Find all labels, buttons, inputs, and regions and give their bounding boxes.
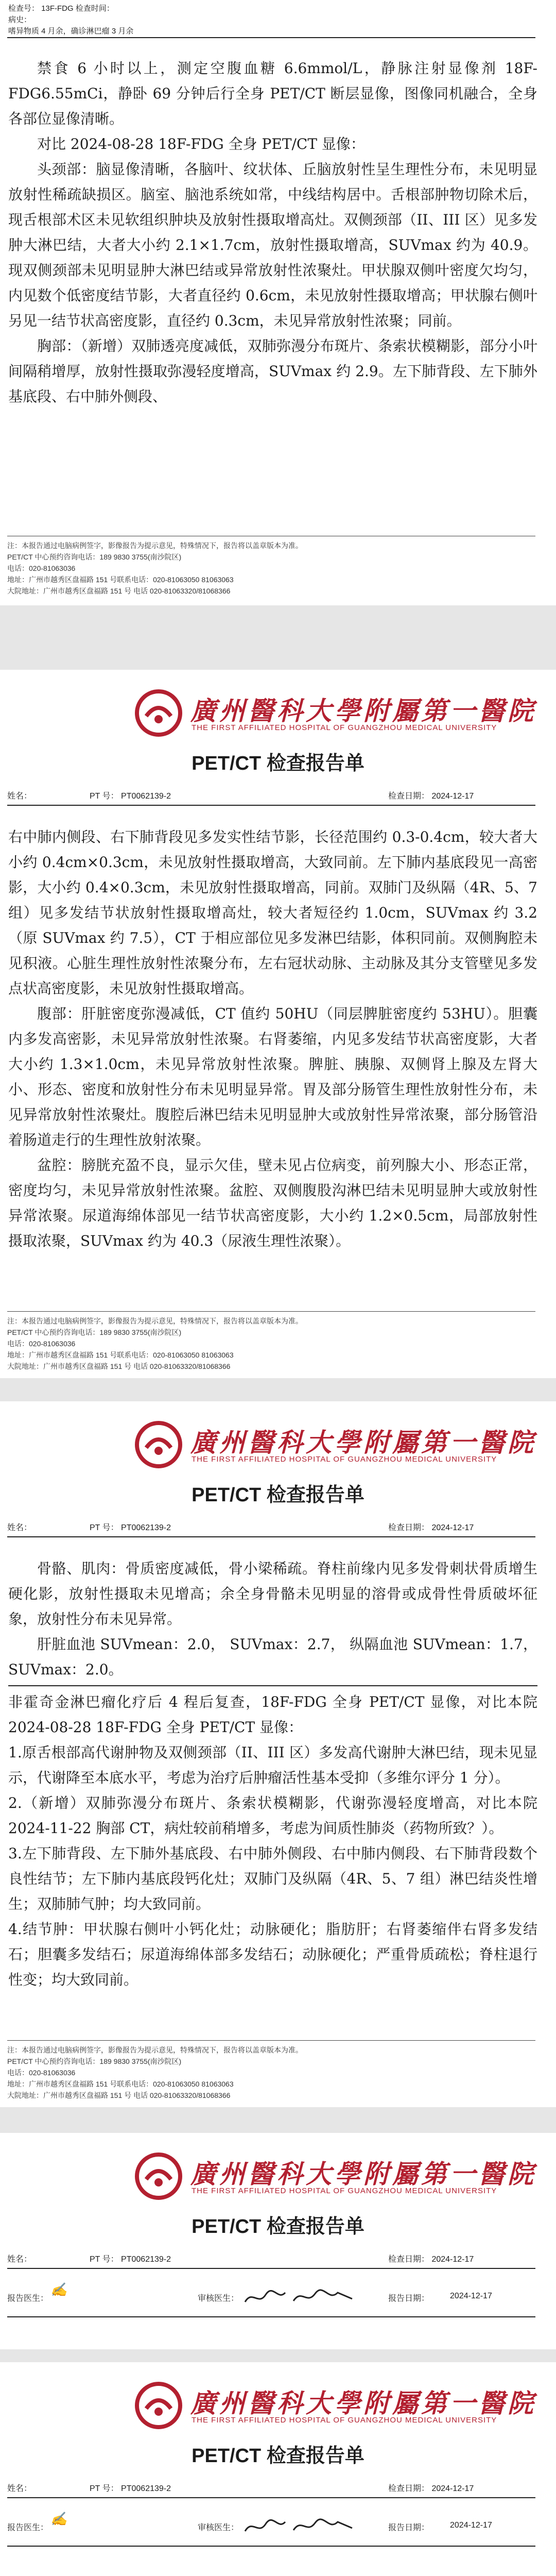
report-header — [0, 670, 556, 824]
hospital-name-en: THE FIRST AFFILIATED HOSPITAL OF GUANGZHOU MEDICAL UNIVERSITY — [192, 1455, 497, 1464]
reviewer-signature-icon — [242, 2515, 360, 2537]
paragraph: 对比 2024-08-28 18F-FDG 全身 PET/CT 显像： — [37, 135, 365, 152]
name-field: 姓名： — [7, 1523, 32, 1532]
paragraph: 盆腔：膀胱充盈不良，显示欠佳，壁未见占位病变，前列腺大小、形态正常，密度均匀，未见异常放射性浓聚。盆腔、双侧腹股沟淋巴结未见明显肿大或放射性异常浓聚。尿道海绵体部见一结节状高密度影，大小约 1.2×0.5cm，局部放射性摄取浓聚，SUVmax 约为 40.3（尿液生理性浓聚）。 — [8, 1157, 537, 1249]
report-header — [0, 2362, 556, 2517]
hospital-logo-icon — [135, 2153, 182, 2200]
paragraph: 骨骼、肌肉：骨质密度减低，骨小梁稀疏。脊柱前缘内见多发骨刺状骨质增生硬化影，放射性摄取未见增高；余全身骨骼未见明显的溶骨或成骨性骨质破坏征象，放射性分布未见异常。 — [8, 1560, 537, 1628]
report-date: 2024-12-17 — [450, 2292, 492, 2300]
exam-date: 检查日期： 2024-12-17 — [388, 792, 474, 801]
patient-meta — [7, 1515, 535, 1535]
hospital-logo-icon — [135, 2382, 182, 2429]
paragraph: 2.（新增）双肺弥漫分布斑片、条索状模糊影，代谢弥漫轻度增高，对比本院 2024-11-22 胸部 CT，病灶较前稍增多，考虑为间质性肺炎（药物所致？）。 — [8, 1794, 537, 1837]
exam-date: 检查日期： 2024-12-17 — [388, 2484, 474, 2493]
paragraph: 胸部：（新增）双肺透亮度减低，双肺弥漫分布斑片、条索状模糊影，部分小叶间隔稍增厚，放射性摄取弥漫轻度增高，SUVmax 约 2.9。左下肺背段、左下肺外基底段、右中肺外侧段、 — [8, 337, 537, 405]
footer-line: 地址：广州市越秀区盘福路 151 号联系电话：020-81063050 81063063 — [7, 575, 234, 584]
paragraph: 4.结节肿：甲状腺右侧叶小钙化灶；动脉硬化；脂肪肝；右肾萎缩伴右肾多发结石；胆囊多发结石；尿道海绵体部多发结石；动脉硬化；严重骨质疏松；脊柱退行性变；均大致同前。 — [8, 1921, 537, 1988]
footer-line: 电话：020-81063036 — [7, 2069, 76, 2077]
report-page-2 — [0, 670, 556, 1378]
hospital-name: 廣州醫科大學附屬第一醫院 — [190, 2388, 536, 2418]
report-date: 2024-12-17 — [450, 2521, 492, 2530]
page-footer — [7, 536, 535, 597]
signature-row — [7, 2280, 535, 2311]
footer-line: 地址：广州市越秀区盘福路 151 号联系电话：020-81063050 81063063 — [7, 2080, 234, 2088]
hospital-name-en: THE FIRST AFFILIATED HOSPITAL OF GUANGZHOU MEDICAL UNIVERSITY — [192, 723, 497, 732]
meta-line: 病史： — [8, 15, 32, 24]
reporter-signature-icon: ✍ — [50, 2512, 67, 2527]
hospital-name: 廣州醫科大學附屬第一醫院 — [190, 2159, 536, 2189]
paragraph: 右中肺内侧段、右下肺背段见多发实性结节影，长径范围约 0.3-0.4cm，较大者大小约 0.4cm×0.3cm，未见放射性摄取增高，大致同前。左下肺内基底段见一高密影，大小约 0.4×0.3cm，未见放射性摄取增高，同前。双肺门及纵隔（4R、5、7 组）见多发结节状放射性摄取增高灶，较大者短径约 1.0cm，SUVmax 约 3.2（原 SUVmax 约 7.5），CT 于相应部位见多发淋巴结影，体积同前。双侧胸腔未见积液。心脏生理性放射性浓聚分布，左右冠状动脉、主动脉及其分支管壁见多发点状高密度影，未见放射性摄取增高。 — [8, 828, 537, 997]
name-field: 姓名： — [7, 2484, 32, 2493]
exam-date: 检查日期： 2024-12-17 — [388, 1523, 474, 1532]
hospital-name: 廣州醫科大學附屬第一醫院 — [190, 696, 536, 726]
paragraph: 腹部：肝脏密度弥漫减低，CT 值约 50HU（同层脾脏密度约 53HU）。胆囊内多发高密影，未见异常放射性浓聚。右肾萎缩，内见多发结节状高密度影，大者大小约 1.3×1.0cm，未见异常放射性浓聚。脾脏、胰腺、双侧肾上腺及左肾大小、形态、密度和放射性分布未见明显异常。胃及部分肠管生理性放射性分布，未见异常放射性浓聚灶。腹腔后淋巴结未见明显肿大或放射性异常浓聚，部分肠管沿着肠道走行的生理性放射浓聚。 — [8, 1005, 537, 1148]
reporter-label: 报告医生： — [7, 2294, 49, 2303]
meta-line: 嗜异物质 4 月余，确诊淋巴瘤 3 月余 — [8, 27, 134, 36]
footer-line: 电话：020-81063036 — [7, 1340, 76, 1348]
footer-line: 注：本报告通过电脑病例签字，影像报告为提示意见，特殊情况下，报告将以盖章版本为准。 — [7, 1317, 303, 1325]
footer-line: PET/CT 中心预约咨询电话：189 9830 3755(南沙院区) — [7, 1328, 182, 1336]
exam-date: 检查日期： 2024-12-17 — [388, 2255, 474, 2264]
hospital-name-en: THE FIRST AFFILIATED HOSPITAL OF GUANGZHOU MEDICAL UNIVERSITY — [192, 2187, 497, 2195]
page-footer — [7, 1311, 535, 1372]
report-title: PET/CT 检查报告单 — [192, 1484, 364, 1506]
hospital-logo-icon — [135, 1421, 182, 1468]
footer-line: 电话：020-81063036 — [7, 564, 76, 572]
report-title: PET/CT 检查报告单 — [192, 2216, 364, 2238]
footer-line: 注：本报告通过电脑病例签字，影像报告为提示意见，特殊情况下，报告将以盖章版本为准。 — [7, 2046, 303, 2054]
paragraph: 1.原舌根部高代谢肿物及双侧颈部（II、III 区）多发高代谢肿大淋巴结，现未见显示，代谢降至本底水平，考虑为治疗后肿瘤活性基本受抑（多维尔评分 1 分）。 — [8, 1744, 537, 1786]
footer-line: PET/CT 中心预约咨询电话：189 9830 3755(南沙院区) — [7, 2057, 182, 2065]
footer-line: 大院地址：广州市越秀区盘福路 151 号 电话 020-81063320/81068366 — [7, 587, 231, 595]
footer-line: PET/CT 中心预约咨询电话：189 9830 3755(南沙院区) — [7, 553, 182, 561]
name-field: 姓名： — [7, 2255, 32, 2264]
report-page-3 — [0, 1401, 556, 2107]
patient-meta — [7, 783, 535, 804]
pt-number: PT 号： PT0062139-2 — [90, 2484, 171, 2493]
patient-meta — [7, 2246, 535, 2267]
report-page-5 — [0, 2362, 556, 2576]
meta-line: 检查号： 13F-FDG 检查时间： — [8, 4, 114, 13]
report-date-label: 报告日期： — [388, 2523, 430, 2532]
hospital-logo-icon — [135, 689, 182, 737]
paragraph: 头颈部：脑显像清晰，各脑叶、纹状体、丘脑放射性呈生理性分布，未见明显放射性稀疏缺损区。脑室、脑池系统如常，中线结构居中。舌根部肿物切除术后，现舌根部术区未见软组织肿块及放射性摄取增高灶。双侧颈部（II、III 区）见多发肿大淋巴结，大者大小约 2.1×1.7cm，放射性摄取增高，SUVmax 约为 40.9。现双侧颈部未见明显肿大淋巴结或异常放射性浓聚灶。甲状腺双侧叶密度欠均匀，内见数个低密度结节影，大者直径约 0.6cm，未见放射性摄取增高；甲状腺右侧叶另见一结节状高密度影，直径约 0.3cm，未见异常放射性浓聚；同前。 — [8, 161, 537, 329]
paragraph: 非霍奇金淋巴瘤化疗后 4 程后复查，18F-FDG 全身 PET/CT 显像，对比本院 2024-08-28 18F-FDG 全身 PET/CT 显像： — [8, 1693, 537, 1736]
footer-line: 大院地址：广州市越秀区盘福路 151 号 电话 020-81063320/81068366 — [7, 2091, 231, 2099]
hospital-name: 廣州醫科大學附屬第一醫院 — [190, 1427, 536, 1458]
pt-number: PT 号： PT0062139-2 — [90, 1523, 171, 1532]
report-date-label: 报告日期： — [388, 2294, 430, 2303]
report-page-4 — [0, 2133, 556, 2349]
report-header — [0, 2133, 556, 2287]
paragraph: 禁食 6 小时以上，测定空腹血糖 6.6mmol/L，静脉注射显像剂 18F-FDG6.55mCi，静卧 69 分钟后行全身 PET/CT 断层显像，图像同机融合，全身各部位显像清晰。 — [8, 60, 537, 127]
report-body — [0, 824, 556, 1253]
report-header — [0, 1401, 556, 1556]
footer-line: 地址：广州市越秀区盘福路 151 号联系电话：020-81063050 81063063 — [7, 1351, 234, 1359]
report-body — [0, 37, 556, 409]
paragraph: 肝脏血池 SUVmean：2.0， SUVmax：2.7， 纵隔血池 SUVmean：1.7， SUVmax：2.0。 — [8, 1636, 537, 1678]
footer-line: 注：本报告通过电脑病例签字，影像报告为提示意见，特殊情况下，报告将以盖章版本为准。 — [7, 541, 303, 550]
report-title: PET/CT 检查报告单 — [192, 753, 364, 774]
signature-row — [7, 2510, 535, 2540]
report-page-1 — [0, 0, 556, 605]
reviewer-signature-icon — [242, 2285, 360, 2308]
reporter-signature-icon: ✍ — [50, 2282, 67, 2298]
page-footer — [7, 2040, 535, 2101]
report-title: PET/CT 检查报告单 — [192, 2445, 364, 2467]
name-field: 姓名： — [7, 792, 32, 801]
footer-line: 大院地址：广州市越秀区盘福路 151 号 电话 020-81063320/81068366 — [7, 1362, 231, 1370]
reviewer-label: 审核医生： — [198, 2523, 239, 2532]
patient-meta — [7, 2476, 535, 2496]
pt-number: PT 号： PT0062139-2 — [90, 2255, 171, 2264]
reporter-label: 报告医生： — [7, 2523, 49, 2532]
reviewer-label: 审核医生： — [198, 2294, 239, 2303]
pt-number: PT 号： PT0062139-2 — [90, 792, 171, 801]
hospital-name-en: THE FIRST AFFILIATED HOSPITAL OF GUANGZHOU MEDICAL UNIVERSITY — [192, 2416, 497, 2425]
report-body — [0, 1556, 556, 1992]
paragraph: 3.左下肺背段、左下肺外基底段、右中肺外侧段、右中肺内侧段、右下肺背段数个良性结节；左下肺内基底段钙化灶；双肺门及纵隔（4R、5、7 组）淋巴结炎性增生；双肺肺气肿；均大致同前。 — [8, 1845, 537, 1912]
